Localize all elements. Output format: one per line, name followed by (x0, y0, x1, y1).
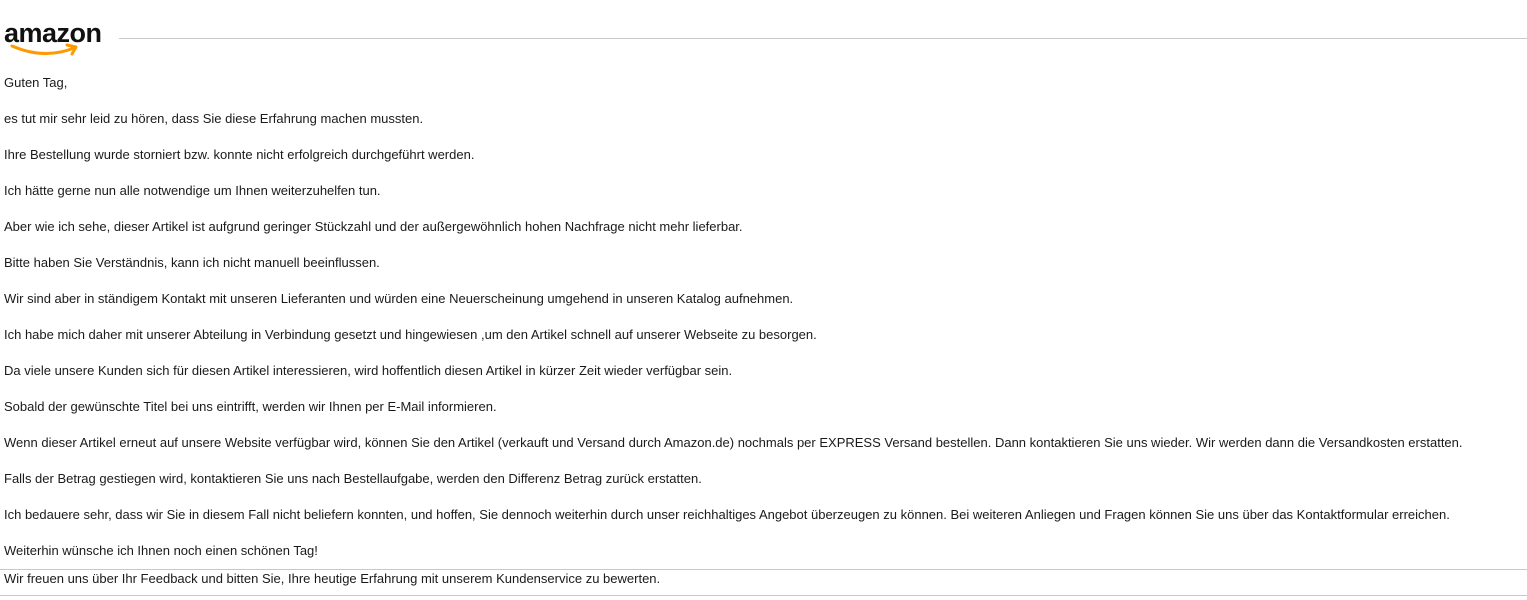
email-header (0, 0, 1527, 62)
message-paragraph: Bitte haben Sie Verständnis, kann ich nicht manuell beeinflussen. (4, 255, 380, 270)
message-paragraph: Aber wie ich sehe, dieser Artikel ist aufgrund geringer Stückzahl und der außergewöhnlich hohen Nachfrage nicht mehr lieferbar. (4, 219, 743, 234)
feedback-request: Wir freuen uns über Ihr Feedback und bitten Sie, Ihre heutige Erfahrung mit unserem Kundenservice zu bewerten. (4, 571, 661, 586)
message-paragraph: Falls der Betrag gestiegen wird, kontaktieren Sie uns nach Bestellaufgabe, werden den Differenz Betrag zurück erstatten. (4, 471, 702, 486)
message-paragraph: Ihre Bestellung wurde storniert bzw. konnte nicht erfolgreich durchgeführt werden. (4, 147, 475, 162)
message-paragraph: es tut mir sehr leid zu hören, dass Sie diese Erfahrung machen mussten. (4, 111, 424, 126)
closing-line: Weiterhin wünsche ich Ihnen noch einen schönen Tag! (4, 543, 318, 558)
message-paragraph: Ich hätte gerne nun alle notwendige um Ihnen weiterzuhelfen tun. (4, 183, 381, 198)
smile-arrow-icon (10, 42, 80, 58)
message-paragraph: Sobald der gewünschte Titel bei uns eintrifft, werden wir Ihnen per E-Mail informieren. (4, 399, 497, 414)
footer-divider-top (0, 569, 1527, 570)
logo-wordmark: amazon (4, 18, 102, 48)
message-paragraph: Wenn dieser Artikel erneut auf unsere Website verfügbar wird, können Sie den Artikel (verkauft und Versand durch Amazon.de) nochmals per EXPRESS Versand bestellen. Dann kontaktieren Sie uns wieder. Wir werden dann die Versandkosten erstatten. (4, 435, 1463, 450)
footer-divider-bottom (0, 595, 1527, 596)
greeting: Guten Tag, (4, 75, 68, 90)
header-divider (119, 38, 1527, 39)
message-paragraph: Wir sind aber in ständigem Kontakt mit unseren Lieferanten und würden eine Neuerscheinung umgehend in unseren Katalog aufnehmen. (4, 291, 794, 306)
message-paragraph: Ich habe mich daher mit unserer Abteilung in Verbindung gesetzt und hingewiesen ,um den Artikel schnell auf unserer Webseite zu besorgen. (4, 327, 817, 342)
message-paragraph: Da viele unsere Kunden sich für diesen Artikel interessieren, wird hoffentlich diesen Artikel in kürzer Zeit wieder verfügbar sein. (4, 363, 733, 378)
amazon-logo (4, 18, 108, 60)
message-paragraph: Ich bedauere sehr, dass wir Sie in diesem Fall nicht beliefern konnten, und hoffen, Sie dennoch weiterhin durch unser reichhaltiges Angebot überzeugen zu können. Bei weiteren Anliegen und Fragen können Sie uns über das Kontaktformular erreichen. (4, 507, 1450, 522)
